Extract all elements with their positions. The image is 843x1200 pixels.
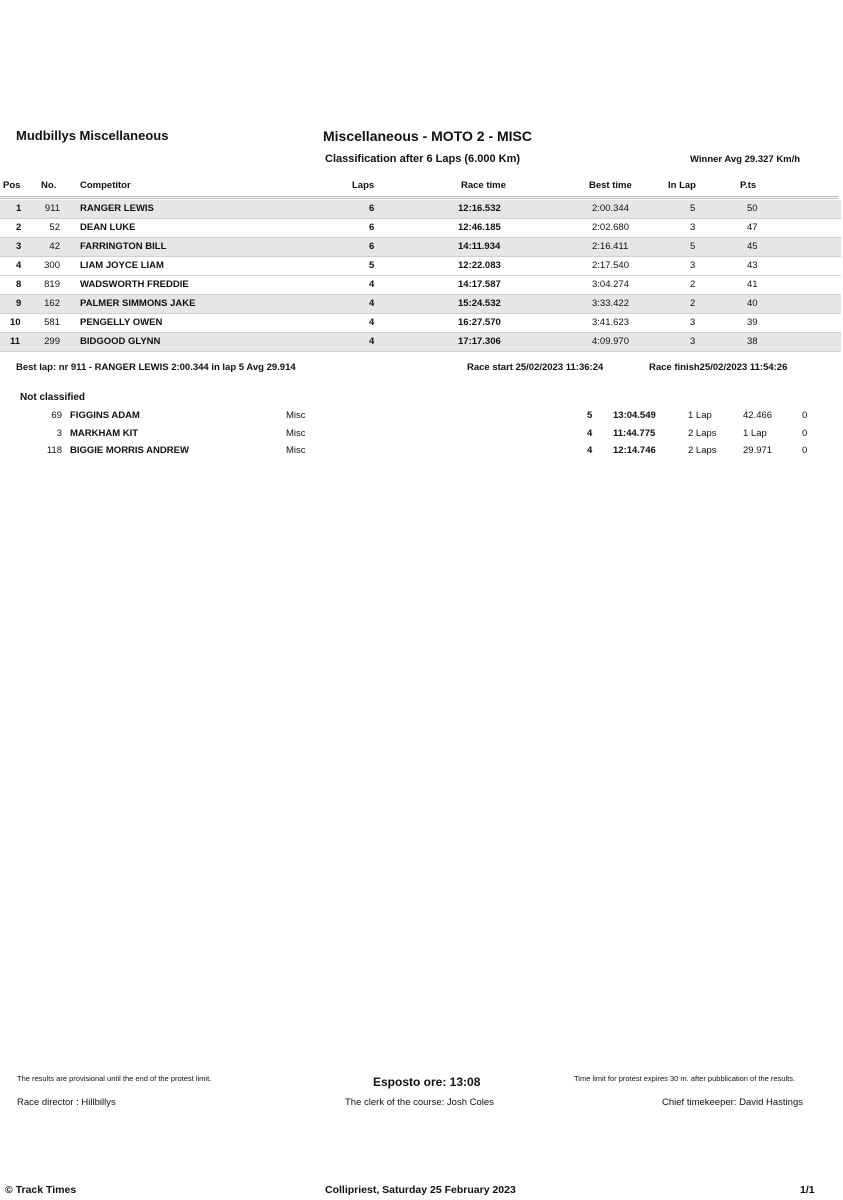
nc-laps: 5	[587, 410, 593, 421]
row-race-time: 12:22.083	[458, 260, 501, 271]
best-lap-summary: Best lap: nr 911 - RANGER LEWIS 2:00.344 in lap 5 Avg 29.914	[16, 362, 296, 373]
row-no: 42	[49, 241, 60, 252]
nc-best: 42.466	[743, 410, 773, 421]
row-no: 581	[44, 317, 60, 328]
row-competitor: WADSWORTH FREDDIE	[80, 279, 189, 290]
nc-race-time: 13:04.549	[613, 410, 656, 421]
table-row	[0, 314, 841, 332]
row-pts: 50	[747, 203, 758, 214]
table-row	[0, 333, 841, 351]
col-pts: P.ts	[740, 180, 757, 191]
row-no: 299	[44, 336, 60, 347]
nc-no: 69	[51, 410, 62, 421]
row-competitor: BIDGOOD GLYNN	[80, 336, 161, 347]
row-best-time: 3:41.623	[592, 317, 629, 328]
club-name: Mudbillys Miscellaneous	[16, 128, 169, 143]
row-laps: 4	[369, 279, 375, 290]
copyright: © Track Times	[5, 1184, 77, 1196]
race-director: Race director : Hillbillys	[17, 1097, 116, 1108]
col-race-time: Race time	[461, 180, 506, 191]
row-best-time: 2:16.411	[592, 241, 629, 252]
race-title: Miscellaneous - MOTO 2 - MISC	[323, 128, 533, 144]
nc-best: 29.971	[743, 445, 773, 456]
row-pos: 10	[10, 317, 21, 328]
nc-race-time: 11:44.775	[613, 428, 656, 439]
nc-pts: 0	[802, 445, 808, 456]
row-pos: 2	[16, 222, 22, 233]
row-best-time: 3:04.274	[592, 279, 629, 290]
row-in-lap: 3	[690, 336, 696, 347]
row-competitor: PALMER SIMMONS JAKE	[80, 298, 196, 309]
row-in-lap: 5	[690, 203, 696, 214]
location-date: Collipriest, Saturday 25 February 2023	[325, 1184, 516, 1196]
row-in-lap: 3	[690, 317, 696, 328]
nc-competitor: BIGGIE MORRIS ANDREW	[70, 445, 189, 456]
row-laps: 5	[369, 260, 375, 271]
header-rule	[0, 196, 838, 197]
nc-race-time: 12:14.746	[613, 445, 656, 456]
provisional-note: The results are provisional until the end of the protest limit.	[17, 1074, 212, 1083]
row-race-time: 16:27.570	[458, 317, 501, 328]
winner-average: Winner Avg 29.327 Km/h	[690, 154, 801, 165]
row-race-time: 12:46.185	[458, 222, 501, 233]
row-pts: 41	[747, 279, 758, 290]
row-competitor: FARRINGTON BILL	[80, 241, 167, 252]
row-pts: 45	[747, 241, 758, 252]
not-classified-title: Not classified	[20, 392, 86, 403]
chief-timekeeper: Chief timekeeper: David Hastings	[662, 1097, 803, 1108]
row-no: 52	[49, 222, 60, 233]
page-number: 1/1	[800, 1184, 815, 1196]
row-pos: 9	[16, 298, 22, 309]
row-laps: 4	[369, 298, 375, 309]
table-row	[0, 238, 841, 256]
row-race-time: 12:16.532	[458, 203, 501, 214]
row-competitor: RANGER LEWIS	[80, 203, 154, 214]
classification-subtitle: Classification after 6 Laps (6.000 Km)	[325, 153, 521, 165]
row-race-time: 14:11.934	[458, 241, 501, 252]
header-rule-2	[0, 198, 838, 199]
nc-laps: 4	[587, 428, 593, 439]
nc-gap: 1 Lap	[688, 410, 712, 421]
nc-competitor: FIGGINS ADAM	[70, 410, 140, 421]
row-no: 162	[44, 298, 60, 309]
row-laps: 4	[369, 336, 375, 347]
column-headers	[0, 180, 843, 194]
row-pts: 38	[747, 336, 758, 347]
esposto-time: Esposto ore: 13:08	[373, 1075, 481, 1089]
nc-gap: 2 Laps	[688, 428, 717, 439]
col-pos: Pos	[3, 180, 21, 191]
row-best-time: 2:02.680	[592, 222, 629, 233]
row-pos: 4	[16, 260, 22, 271]
row-in-lap: 3	[690, 260, 696, 271]
row-no: 819	[44, 279, 60, 290]
row-pts: 43	[747, 260, 758, 271]
row-pos: 3	[16, 241, 22, 252]
nc-gap: 2 Laps	[688, 445, 717, 456]
nc-class: Misc	[286, 410, 306, 421]
nc-pts: 0	[802, 410, 808, 421]
table-row	[0, 219, 841, 237]
row-competitor: LIAM JOYCE LIAM	[80, 260, 164, 271]
row-in-lap: 2	[690, 279, 696, 290]
row-pts: 40	[747, 298, 758, 309]
row-best-time: 2:00.344	[592, 203, 629, 214]
row-race-time: 15:24.532	[458, 298, 501, 309]
col-no: No.	[41, 180, 57, 191]
list-item	[0, 408, 843, 424]
nc-competitor: MARKHAM KIT	[70, 428, 139, 439]
list-item	[0, 426, 843, 442]
row-competitor: DEAN LUKE	[80, 222, 136, 233]
col-in-lap: In Lap	[668, 180, 696, 191]
nc-no: 3	[56, 428, 62, 439]
row-race-time: 17:17.306	[458, 336, 501, 347]
nc-class: Misc	[286, 445, 306, 456]
row-pos: 11	[10, 336, 21, 347]
col-competitor: Competitor	[80, 180, 131, 191]
table-row	[0, 200, 841, 218]
list-item	[0, 443, 843, 459]
row-laps: 6	[369, 222, 375, 233]
row-in-lap: 3	[690, 222, 696, 233]
clerk-of-course: The clerk of the course: Josh Coles	[345, 1097, 494, 1108]
row-laps: 4	[369, 317, 375, 328]
nc-no: 118	[46, 445, 62, 456]
row-laps: 6	[369, 241, 375, 252]
nc-best: 1 Lap	[743, 428, 767, 439]
nc-class: Misc	[286, 428, 306, 439]
row-race-time: 14:17.587	[458, 279, 501, 290]
row-best-time: 4:09.970	[592, 336, 629, 347]
race-start: Race start 25/02/2023 11:36:24	[467, 362, 604, 373]
row-no: 911	[44, 203, 60, 214]
row-no: 300	[44, 260, 60, 271]
table-row	[0, 295, 841, 313]
row-best-time: 3:33.422	[592, 298, 629, 309]
row-in-lap: 5	[690, 241, 696, 252]
row-pos: 8	[16, 279, 22, 290]
row-best-time: 2:17.540	[592, 260, 629, 271]
race-finish: Race finish25/02/2023 11:54:26	[649, 362, 788, 373]
table-row	[0, 276, 841, 294]
row-pos: 1	[16, 203, 22, 214]
row-laps: 6	[369, 203, 375, 214]
row-in-lap: 2	[690, 298, 696, 309]
table-row	[0, 257, 841, 275]
nc-laps: 4	[587, 445, 593, 456]
row-competitor: PENGELLY OWEN	[80, 317, 163, 328]
row-pts: 47	[747, 222, 758, 233]
row-pts: 39	[747, 317, 758, 328]
nc-pts: 0	[802, 428, 808, 439]
col-laps: Laps	[352, 180, 375, 191]
protest-limit-note: Time limit for protest expires 30 m. after pubblication of the results.	[574, 1074, 796, 1083]
col-best-time: Best time	[589, 180, 632, 191]
